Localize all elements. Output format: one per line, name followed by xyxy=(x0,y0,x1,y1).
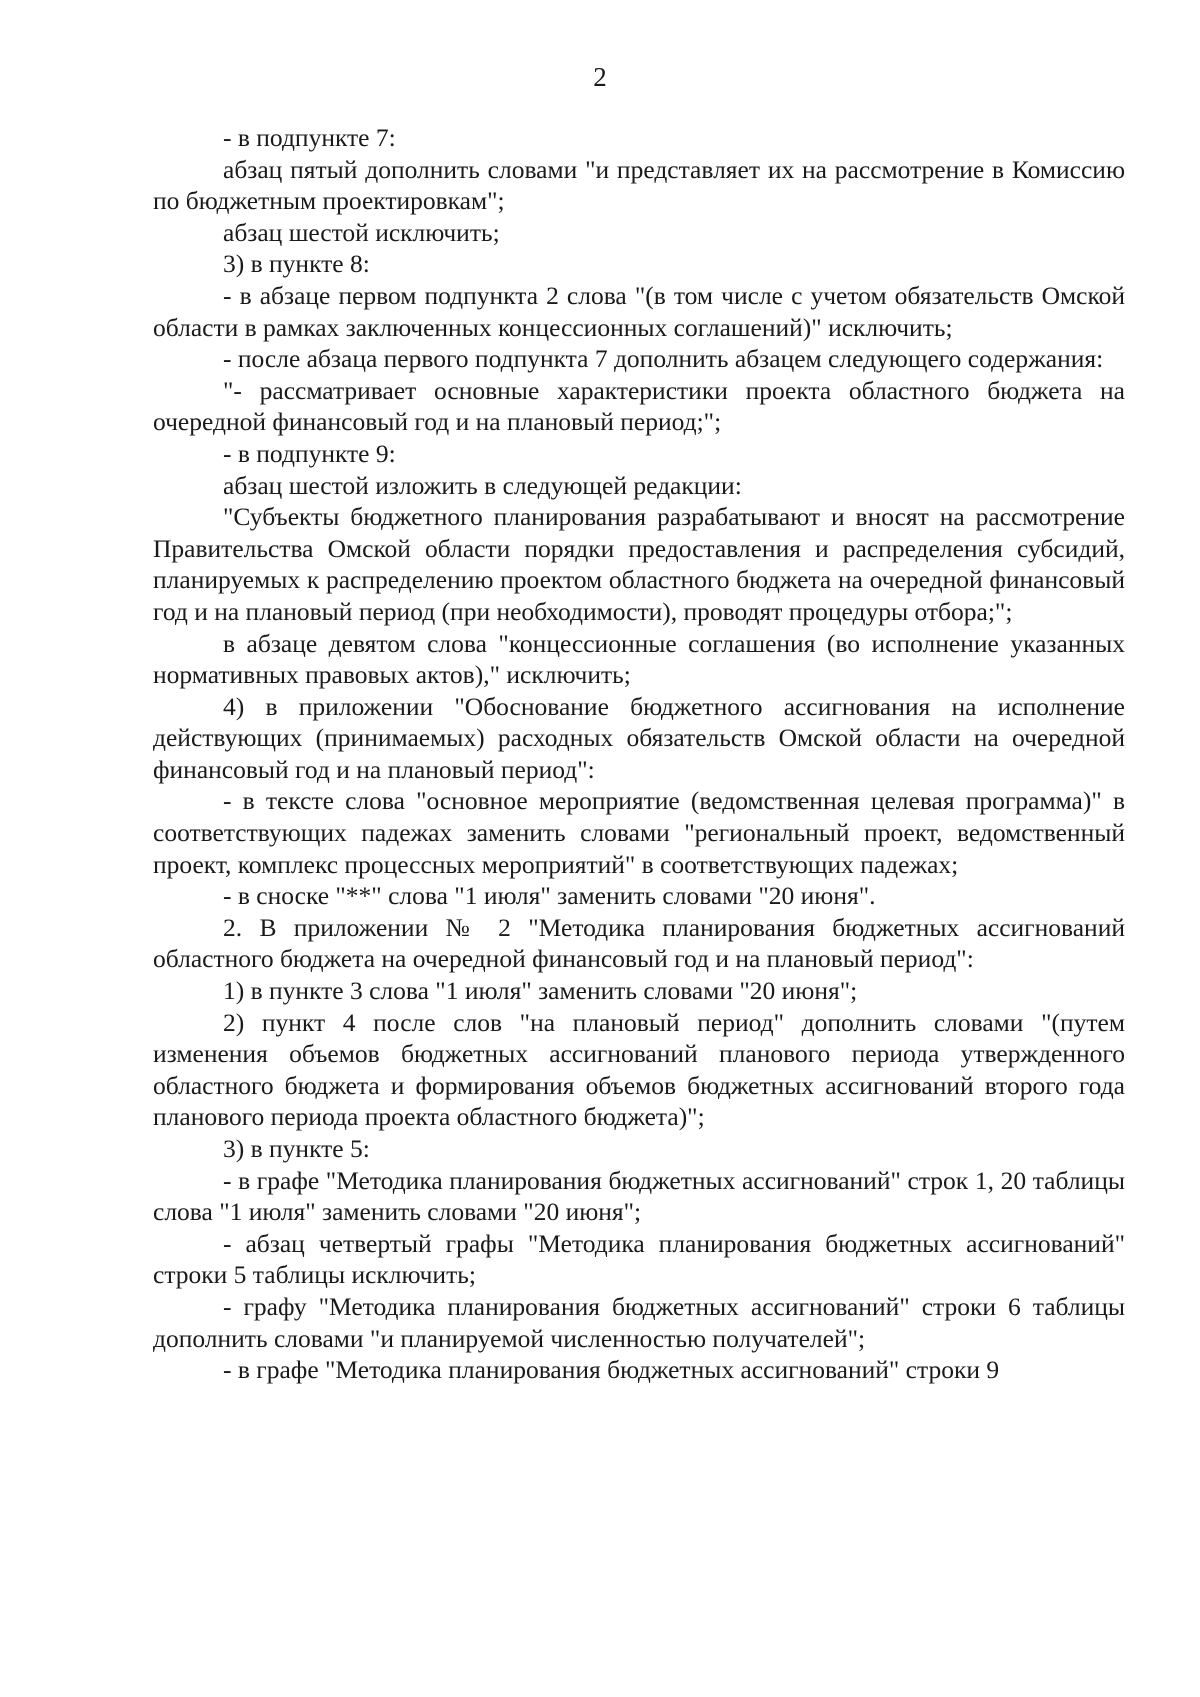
paragraph: 1) в пункте 3 слова "1 июля" заменить словами "20 июня"; xyxy=(223,976,858,1006)
paragraph: абзац пятый дополнить словами "и представляет их на рассмотрение в Комиссию по бюджетным проектировкам"; xyxy=(153,154,1125,216)
paragraph: - в графе "Методика планирования бюджетных ассигнований" строк 1, 20 таблицы слова "1 июля" заменить словами "20 июня"; xyxy=(153,1165,1125,1227)
paragraph: - после абзаца первого подпункта 7 дополнить абзацем следующего содержания: xyxy=(223,344,1104,374)
paragraph: "- рассматривает основные характеристики проекта областного бюджета на очередной финансовый год и на плановый период;"; xyxy=(153,375,1125,437)
paragraph: - абзац четвертый графы "Методика планирования бюджетных ассигнований" строки 5 таблицы исключить; xyxy=(153,1228,1125,1290)
paragraph: 4) в приложении "Обоснование бюджетного ассигнования на исполнение действующих (принимаемых) расходных обязательств Омской области на очередной финансовый год и на плановый период": xyxy=(153,691,1125,784)
paragraph: - графу "Методика планирования бюджетных ассигнований" строки 6 таблицы дополнить словами "и планируемой численностью получателей"; xyxy=(153,1291,1125,1353)
paragraph: - в графе "Методика планирования бюджетных ассигнований" строки 9 xyxy=(223,1355,1000,1385)
paragraph: - в подпункте 9: xyxy=(223,438,396,468)
paragraph: - в тексте слова "основное мероприятие (ведомственная целевая программа)" в соответствующих падежах заменить словами "региональный проект, ведомственный проект, комплекс процессных мероприятий" в соответствующих падежах; xyxy=(153,786,1125,879)
paragraph: абзац шестой исключить; xyxy=(223,217,500,247)
paragraph: 3) в пункте 8: xyxy=(223,249,370,279)
paragraph: 2) пункт 4 после слов "на плановый период" дополнить словами "(путем изменения объемов бюджетных ассигнований планового периода утвержденного областного бюджета и формирования объемов бюджетных ассигнований второго года планового периода проекта областного бюджета)"; xyxy=(153,1007,1125,1132)
paragraph: - в сноске "**" слова "1 июля" заменить словами "20 июня". xyxy=(223,881,876,911)
page-number: 2 xyxy=(593,62,607,92)
paragraph: 3) в пункте 5: xyxy=(223,1134,370,1163)
paragraph: "Субъекты бюджетного планирования разрабатывают и вносят на рассмотрение Правительства Омской области порядки предоставления и распределения субсидий, планируемых к распределению проектом областного бюджета на очередной финансовый год и на плановый период (при необходимости), проводят процедуры отбора;"; xyxy=(153,502,1125,626)
paragraph: - в подпункте 7: xyxy=(223,123,396,152)
paragraph: 2. В приложении № 2 "Методика планирования бюджетных ассигнований областного бюджета на очередной финансовый год и на плановый период": xyxy=(153,912,1125,974)
paragraph: в абзаце девятом слова "концессионные соглашения (во исполнение указанных нормативных правовых актов)," исключить; xyxy=(153,628,1125,690)
paragraph: - в абзаце первом подпункта 2 слова "(в том числе с учетом обязательств Омской области в рамках заключенных концессионных соглашений)" исключить; xyxy=(153,280,1125,342)
document-body xyxy=(153,122,1125,1386)
paragraph: абзац шестой изложить в следующей редакции: xyxy=(223,470,742,500)
